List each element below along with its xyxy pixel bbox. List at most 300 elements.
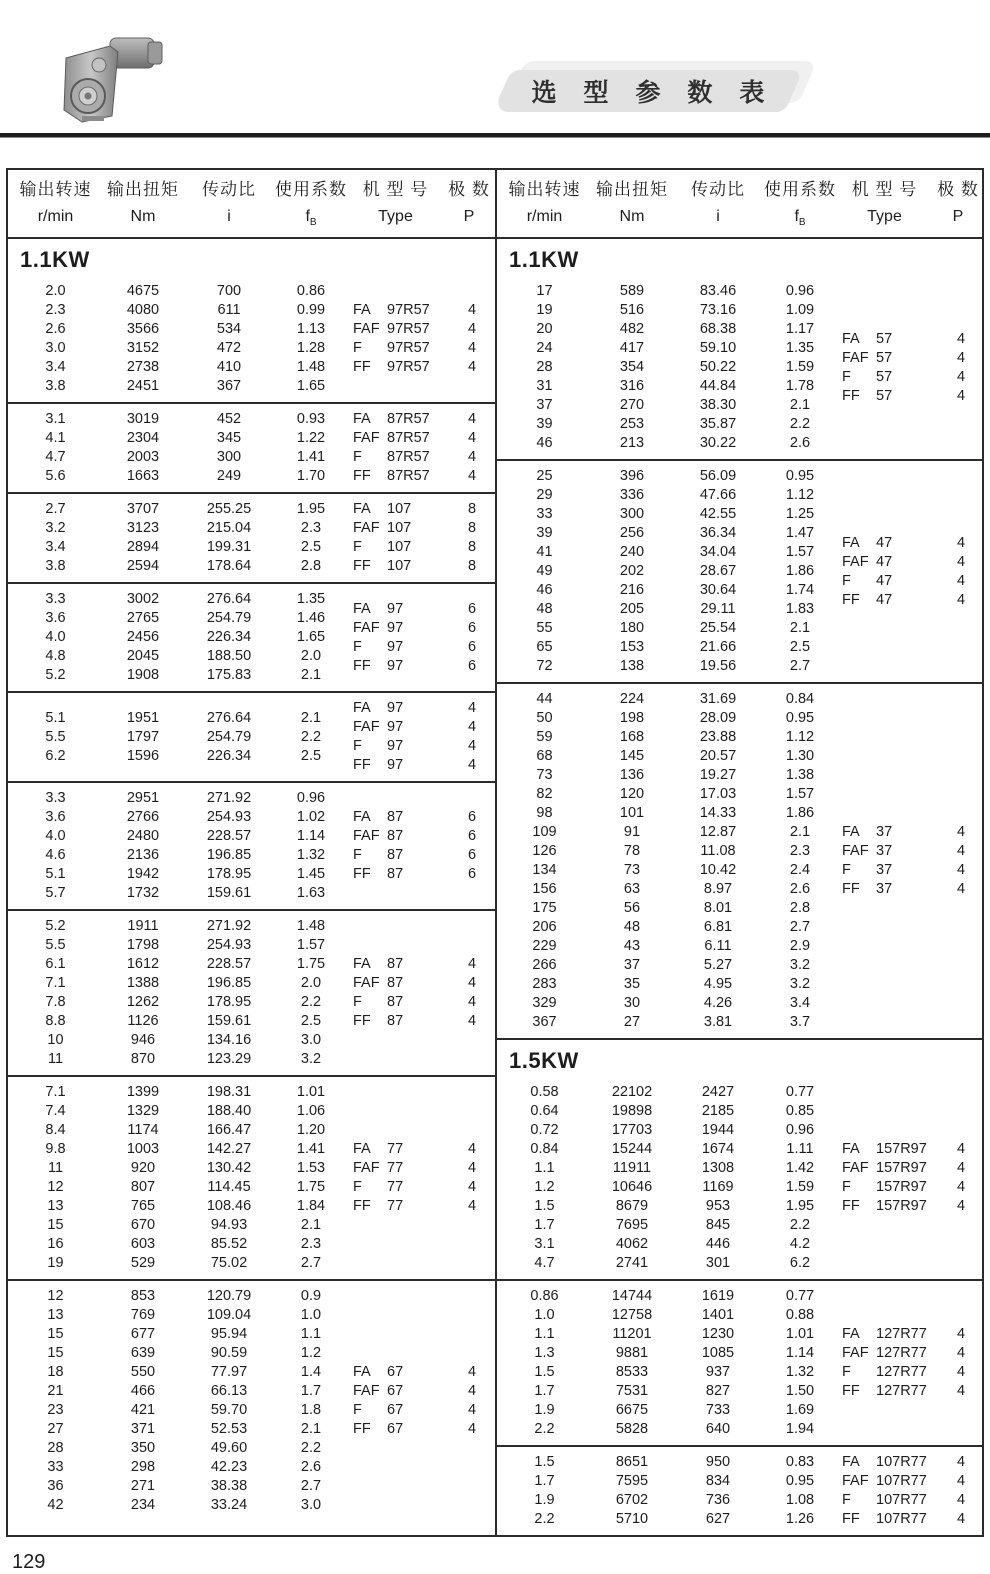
poles-value: 4: [956, 1345, 966, 1361]
table-row: [8, 429, 347, 448]
type-row: [836, 842, 983, 861]
type-row: [347, 1420, 494, 1439]
cell-output-torque: 270: [619, 397, 645, 413]
cell-output-speed: 5.7: [45, 885, 66, 901]
cell-output-torque: 56: [623, 900, 641, 916]
unit-torque: Nm: [619, 208, 645, 225]
unit-ratio: i: [227, 208, 231, 225]
cell-service-factor: 0.77: [785, 1084, 815, 1100]
type-row: [347, 846, 494, 865]
model-type: [836, 1382, 939, 1401]
cell-ratio: 36.34: [699, 525, 737, 541]
table-row: [497, 1472, 836, 1491]
model-size: 107: [387, 501, 412, 517]
table-row: [497, 1306, 836, 1325]
poles-value: 4: [467, 700, 477, 716]
cell-output-speed: 2.2: [534, 1511, 555, 1527]
table-row: [8, 377, 347, 396]
cell-ratio: 611: [217, 302, 241, 318]
cell-output-speed: 5.1: [45, 709, 66, 726]
cell-ratio: 271.92: [206, 918, 252, 934]
cell-ratio: 452: [216, 411, 242, 427]
cell-output-speed: 13: [47, 1198, 64, 1214]
power-section-label: 1.1KW: [20, 247, 90, 272]
table-row: [8, 358, 347, 377]
cell-output-speed: 15: [47, 1217, 64, 1233]
poles-value: 4: [956, 330, 966, 347]
cell-service-factor: 1.28: [296, 340, 326, 356]
cell-output-speed: 5.6: [45, 468, 66, 484]
cell-output-speed: 229: [532, 938, 557, 954]
table-row: [8, 448, 347, 467]
cell-output-torque: 769: [130, 1307, 156, 1323]
data-block: [8, 1077, 495, 1281]
numeric-rows: [8, 282, 347, 396]
cell-ratio: 271.92: [206, 790, 252, 806]
cell-output-torque: 2765: [126, 610, 160, 626]
cell-output-torque: 198: [619, 710, 645, 726]
model-type: [836, 368, 939, 387]
cell-service-factor: 1.69: [785, 1402, 815, 1418]
poles-value: 4: [956, 862, 966, 878]
table-row: [8, 628, 347, 647]
cell-service-factor: 1.09: [785, 302, 815, 318]
type-row: [836, 1472, 983, 1491]
model-type: [347, 1363, 450, 1382]
model-type: [836, 1491, 939, 1510]
poles-value: 4: [467, 468, 477, 484]
cell-output-speed: 24: [536, 340, 553, 356]
cell-output-torque: 27: [623, 1014, 641, 1030]
cell-ratio: 410: [216, 359, 242, 375]
cell-ratio: 950: [705, 1454, 731, 1470]
cell-output-torque: 316: [619, 378, 645, 394]
poles-value: 4: [467, 302, 477, 318]
poles-value: 4: [956, 843, 966, 859]
cell-output-speed: 5.1: [45, 866, 66, 882]
table-row: [497, 1121, 836, 1140]
cell-output-speed: 19: [47, 1255, 64, 1271]
table-row: [8, 647, 347, 666]
header-factor: 使用系数: [275, 180, 347, 199]
cell-output-speed: 46: [536, 582, 553, 598]
cell-ratio: 228.57: [206, 828, 252, 844]
model-prefix: FA: [842, 824, 860, 840]
model-type: [836, 387, 939, 406]
model-type: [836, 1510, 939, 1529]
table-row: [497, 785, 836, 804]
cell-output-speed: 4.7: [534, 1255, 555, 1271]
header-type: 机 型 号: [362, 180, 429, 199]
poles-value: 8: [467, 558, 477, 574]
cell-service-factor: 1.35: [785, 340, 815, 356]
cell-output-torque: 5710: [615, 1511, 649, 1527]
table-row: [8, 1159, 347, 1178]
cell-ratio: 733: [705, 1402, 731, 1418]
model-prefix: FAF: [353, 1160, 380, 1176]
cell-output-torque: 603: [130, 1236, 156, 1252]
model-size: 37: [876, 824, 893, 840]
cell-output-torque: 180: [619, 620, 645, 636]
cell-service-factor: 1.75: [296, 1179, 326, 1195]
cell-output-torque: 256: [619, 525, 645, 541]
poles-value: 4: [956, 572, 966, 589]
model-size: 157R97: [876, 1198, 927, 1214]
model-prefix: F: [353, 340, 362, 356]
cell-service-factor: 1.0: [300, 1307, 322, 1323]
table-row: [497, 377, 836, 396]
cell-service-factor: 1.94: [785, 1421, 815, 1437]
data-block: [497, 461, 982, 684]
model-size: 97: [387, 638, 404, 655]
numeric-rows: [497, 1453, 836, 1529]
poles-value: 6: [467, 847, 477, 863]
model-size: 87: [387, 866, 404, 882]
model-type: [836, 553, 939, 572]
table-row: [8, 301, 347, 320]
table-row: [8, 747, 347, 766]
cell-ratio: 937: [705, 1364, 731, 1380]
model-size: 47: [876, 553, 893, 570]
table-row: [497, 747, 836, 766]
cell-service-factor: 2.1: [300, 667, 322, 683]
right-sections: [497, 239, 982, 1535]
model-prefix: FF: [353, 1421, 371, 1437]
poles-value: 4: [956, 349, 966, 366]
cell-output-torque: 870: [130, 1051, 156, 1067]
table-row: [8, 590, 347, 609]
cell-ratio: 75.02: [210, 1255, 248, 1271]
model-size: 87: [387, 809, 404, 825]
cell-ratio: 627: [705, 1511, 731, 1527]
table-row: [497, 1235, 836, 1254]
cell-service-factor: 1.13: [296, 321, 326, 337]
cell-service-factor: 1.06: [296, 1103, 326, 1119]
model-prefix: FA: [353, 302, 371, 318]
model-type: [347, 993, 450, 1012]
cell-ratio: 255.25: [206, 501, 252, 517]
poles-value: 6: [467, 600, 477, 617]
table-row: [497, 486, 836, 505]
model-size: 77: [387, 1141, 404, 1157]
header-torque: 输出扭矩: [596, 180, 668, 199]
poles-value: 4: [467, 975, 477, 991]
cell-output-speed: 50: [536, 710, 553, 726]
cell-output-torque: 138: [619, 658, 645, 674]
page-number: 129: [12, 1551, 46, 1573]
cell-output-torque: 3152: [126, 340, 160, 356]
cell-output-torque: 1399: [126, 1084, 160, 1100]
cell-output-speed: 37: [536, 397, 553, 413]
model-size: 67: [387, 1383, 404, 1399]
model-prefix: FAF: [353, 828, 380, 844]
table-row: [497, 543, 836, 562]
cell-ratio: 736: [705, 1492, 731, 1508]
cell-output-torque: 1908: [126, 667, 160, 683]
cell-output-torque: 3019: [126, 411, 160, 427]
cell-output-torque: 2741: [615, 1255, 649, 1271]
model-prefix: FF: [842, 387, 860, 404]
cell-service-factor: 2.7: [789, 658, 811, 674]
cell-service-factor: 1.57: [785, 544, 815, 560]
cell-ratio: 114.45: [207, 1179, 251, 1195]
unit-poles: P: [463, 208, 475, 225]
type-row: [347, 865, 494, 884]
cell-output-speed: 0.72: [530, 1122, 559, 1138]
cell-output-speed: 98: [536, 805, 553, 821]
type-row: [836, 387, 983, 406]
cell-ratio: 6.81: [703, 919, 733, 935]
cell-output-speed: 134: [532, 862, 557, 878]
poles-value: 4: [467, 1364, 477, 1380]
cell-service-factor: 1.75: [296, 956, 326, 972]
cell-output-speed: 12: [47, 1179, 64, 1195]
cell-service-factor: 3.2: [300, 1051, 322, 1067]
data-block: [497, 276, 982, 461]
model-size: 67: [387, 1364, 404, 1380]
cell-output-speed: 3.3: [45, 591, 66, 607]
numeric-rows: [8, 709, 347, 766]
model-type: [347, 1420, 450, 1439]
model-size: 97: [387, 700, 404, 716]
cell-output-speed: 1.1: [534, 1160, 555, 1176]
cell-service-factor: 1.02: [296, 809, 326, 825]
cell-service-factor: 1.30: [785, 748, 815, 764]
model-type: [836, 1453, 939, 1472]
type-row: [347, 557, 494, 576]
model-type: [347, 467, 450, 486]
cell-service-factor: 1.45: [296, 866, 326, 882]
cell-service-factor: 1.35: [296, 591, 326, 607]
cell-output-speed: 72: [536, 658, 553, 674]
model-type: [836, 1140, 939, 1159]
cell-ratio: 42.23: [210, 1459, 248, 1475]
cell-ratio: 1674: [701, 1141, 735, 1157]
type-row: [347, 1159, 494, 1178]
cell-output-torque: 35: [623, 976, 641, 992]
header-poles: 极 数: [448, 180, 490, 199]
cell-output-speed: 0.86: [530, 1288, 559, 1304]
cell-ratio: 29.11: [700, 601, 736, 617]
cell-ratio: 159.61: [206, 1013, 252, 1029]
cell-output-speed: 36: [47, 1478, 64, 1494]
type-row: [836, 1197, 983, 1216]
table-row: [8, 1197, 347, 1216]
header-speed: 输出转速: [508, 180, 581, 199]
model-size: 87: [387, 956, 404, 972]
cell-service-factor: 1.57: [785, 786, 815, 802]
cell-output-speed: 0.84: [530, 1141, 559, 1157]
cell-output-speed: 2.2: [534, 1421, 555, 1437]
numeric-rows: [8, 917, 347, 1069]
model-prefix: FF: [842, 881, 860, 897]
model-type: [836, 1197, 939, 1216]
type-row: [347, 619, 494, 638]
model-type: [347, 718, 450, 737]
cell-ratio: 52.53: [210, 1421, 248, 1437]
cell-output-torque: 946: [130, 1032, 156, 1048]
table-row: [497, 320, 836, 339]
cell-output-torque: 336: [619, 487, 645, 503]
table-row: [497, 1344, 836, 1363]
numeric-rows: [8, 789, 347, 903]
cell-output-torque: 1942: [126, 866, 160, 882]
cell-ratio: 345: [216, 430, 242, 446]
data-block: [8, 494, 495, 584]
cell-output-speed: 33: [47, 1459, 64, 1475]
cell-output-speed: 68: [536, 748, 553, 764]
cell-service-factor: 2.6: [789, 881, 811, 897]
numeric-rows: [8, 410, 347, 486]
cell-ratio: 175.83: [206, 667, 252, 683]
model-prefix: FAF: [842, 843, 869, 859]
model-size: 127R77: [876, 1345, 927, 1361]
cell-ratio: 276.64: [206, 709, 252, 726]
poles-value: 8: [467, 539, 477, 555]
model-size: 47: [876, 572, 893, 589]
model-size: 57: [876, 349, 893, 366]
cell-output-torque: 300: [619, 506, 645, 522]
cell-ratio: 226.34: [206, 747, 252, 764]
cell-output-torque: 350: [130, 1440, 156, 1456]
cell-service-factor: 1.41: [296, 449, 326, 465]
cell-ratio: 228.57: [206, 956, 252, 972]
model-type: [836, 1178, 939, 1197]
cell-service-factor: 2.1: [300, 709, 322, 726]
cell-service-factor: 1.01: [296, 1084, 326, 1100]
cell-output-torque: 3123: [126, 520, 160, 536]
cell-output-torque: 120: [619, 786, 645, 802]
cell-output-speed: 28: [47, 1440, 64, 1456]
cell-service-factor: 2.5: [300, 539, 322, 555]
cell-output-torque: 2451: [126, 378, 160, 394]
numeric-rows: [8, 1287, 347, 1515]
cell-output-speed: 42: [47, 1497, 64, 1513]
table-row: [497, 1382, 836, 1401]
poles-value: 6: [467, 638, 477, 655]
poles-value: 4: [956, 591, 966, 608]
cell-output-torque: 37: [623, 957, 641, 973]
cell-service-factor: 2.7: [300, 1478, 322, 1494]
cell-output-speed: 283: [532, 976, 557, 992]
numeric-rows: [497, 282, 836, 453]
table-row: [497, 804, 836, 823]
model-prefix: FA: [353, 809, 371, 825]
gearmotor-photo: [52, 32, 192, 124]
cell-service-factor: 2.0: [300, 975, 322, 991]
type-row: [347, 301, 494, 320]
table-row: [497, 415, 836, 434]
cell-ratio: 30.64: [699, 582, 737, 598]
poles-value: 4: [956, 553, 966, 570]
table-row: [497, 1178, 836, 1197]
cell-ratio: 10.42: [699, 862, 737, 878]
cell-output-speed: 11: [47, 1051, 64, 1067]
cell-service-factor: 1.4: [300, 1364, 322, 1380]
cell-service-factor: 1.48: [296, 359, 326, 375]
model-prefix: F: [353, 1179, 362, 1195]
model-prefix: F: [842, 862, 851, 878]
model-prefix: FF: [353, 757, 371, 773]
cell-service-factor: 1.2: [300, 1345, 322, 1361]
model-prefix: FA: [842, 1141, 860, 1157]
cell-ratio: 66.13: [210, 1383, 248, 1399]
cell-ratio: 47.66: [699, 487, 737, 503]
cell-output-speed: 17: [536, 283, 553, 299]
cell-output-speed: 1.3: [534, 1345, 555, 1361]
cell-service-factor: 3.0: [300, 1032, 322, 1048]
cell-output-torque: 9881: [615, 1345, 649, 1361]
cell-ratio: 254.79: [206, 610, 252, 626]
type-row: [836, 1491, 983, 1510]
table-row: [8, 865, 347, 884]
table-row: [8, 1102, 347, 1121]
header-factor: 使用系数: [764, 180, 836, 199]
numeric-rows: [497, 690, 836, 1032]
cell-service-factor: 1.12: [785, 729, 815, 745]
cell-ratio: 226.34: [206, 629, 252, 645]
model-size: 87R57: [387, 468, 430, 484]
data-block: [8, 404, 495, 494]
cell-output-torque: 101: [619, 805, 645, 821]
type-list: [347, 1363, 494, 1439]
model-prefix: FF: [353, 359, 371, 375]
cell-ratio: 1619: [701, 1288, 735, 1304]
cell-output-speed: 5.2: [45, 918, 66, 934]
cell-output-torque: 2951: [126, 790, 160, 806]
table-row: [497, 562, 836, 581]
table-row: [8, 827, 347, 846]
numeric-rows: [8, 500, 347, 576]
selection-parameter-table: [6, 168, 984, 1537]
cell-output-torque: 2136: [126, 847, 160, 863]
unit-type: Type: [378, 208, 413, 225]
cell-output-speed: 266: [532, 957, 557, 973]
cell-service-factor: 2.1: [300, 1421, 322, 1437]
poles-value: 4: [956, 1454, 966, 1470]
table-row: [497, 1287, 836, 1306]
type-list: [347, 301, 494, 377]
cell-output-speed: 20: [536, 321, 553, 337]
cell-output-speed: 44: [536, 691, 553, 707]
table-row: [8, 666, 347, 685]
numeric-rows: [8, 590, 347, 685]
cell-output-speed: 1.7: [534, 1383, 555, 1399]
cell-service-factor: 1.50: [785, 1383, 815, 1399]
table-row: [497, 1083, 836, 1102]
table-row: [8, 320, 347, 339]
type-row: [347, 756, 494, 775]
type-row: [836, 1344, 983, 1363]
model-size: 77: [387, 1160, 404, 1176]
model-type: [836, 1159, 939, 1178]
cell-ratio: 367: [216, 378, 242, 394]
cell-output-torque: 1798: [126, 937, 160, 953]
cell-output-speed: 206: [532, 919, 557, 935]
model-size: 127R77: [876, 1364, 927, 1380]
cell-service-factor: 2.2: [789, 416, 811, 432]
model-type: [836, 572, 939, 591]
cell-output-torque: 7695: [615, 1217, 649, 1233]
cell-output-speed: 15: [47, 1326, 64, 1342]
cell-service-factor: 1.38: [785, 767, 815, 783]
cell-output-torque: 11201: [612, 1326, 652, 1342]
model-prefix: F: [842, 1364, 851, 1380]
cell-output-torque: 1612: [126, 956, 160, 972]
model-prefix: F: [842, 1492, 851, 1508]
cell-output-speed: 1.9: [534, 1492, 555, 1508]
cell-output-speed: 156: [532, 881, 557, 897]
